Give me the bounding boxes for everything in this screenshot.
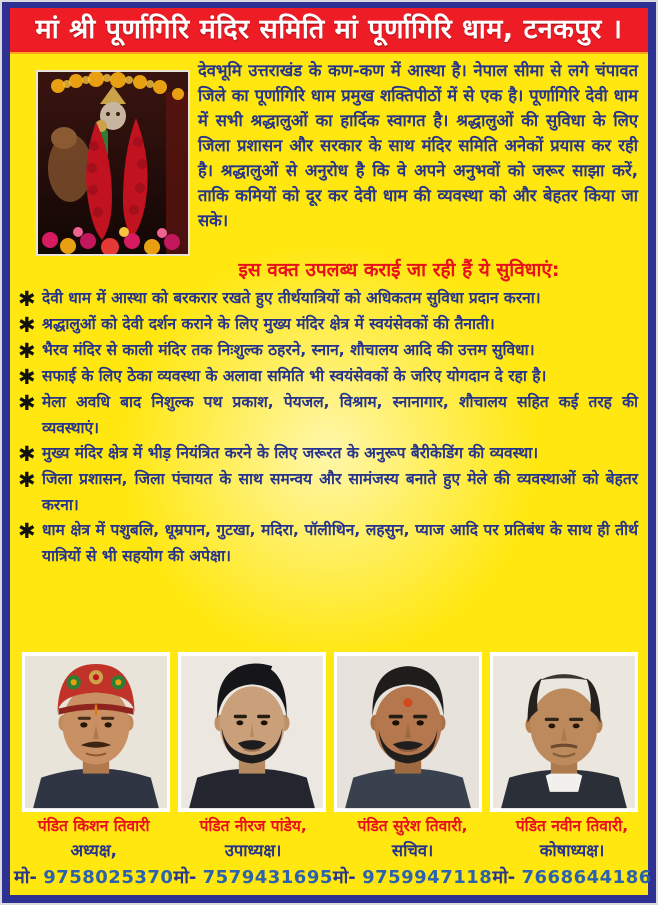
phone-number: 7668644186: [521, 867, 652, 888]
member-photo-president: [22, 652, 170, 812]
list-item-text: मुख्य मंदिर क्षेत्र में भीड़ नियंत्रित करने के लिए जरूरत के अनुरूप बैरीकेडिंग की व्यवस्था।: [42, 444, 539, 462]
asterisk-bullet-icon: ✱: [18, 313, 36, 337]
asterisk-bullet-icon: ✱: [18, 339, 36, 363]
list-item-text: सफाई के लिए ठेका व्यवस्था के अलावा समिति भी स्वयंसेवकों के जरिए योगदान दे रहा है।: [42, 367, 547, 385]
intro-paragraph: देवभूमि उत्तराखंड के कण-कण में आस्था है। नेपाल सीमा से लगे चंपावत जिले का पूर्णागिरि धाम प्रमुख शक्तिपीठों में से एक है। पूर्णागिरि देवी धाम में सभी श्रद्धालुओं का हार्दिक स्वागत है। श्रद्धालुओं की सुविधा के लिए जिला प्रशासन और सरकार के साथ मंदिर समिति अनेकों प्रयास कर रही है। श्रद्धालुओं से अनुरोध है कि वे अपने अनुभवों को जरूर साझा करें, ताकि कमियों को दूर कर देवी धाम की व्यवस्था को और बेहतर किया जा सके।: [198, 61, 638, 230]
poster-body: [10, 8, 652, 895]
member-caption: [492, 814, 651, 891]
list-item: [18, 390, 638, 441]
phone-label: मो-: [14, 867, 37, 888]
list-item-text: श्रद्धालुओं को देवी दर्शन कराने के लिए मुख्य मंदिर क्षेत्र में स्वयंसेवकों की तैनाती।: [42, 315, 495, 333]
member-phone: [173, 864, 332, 891]
member-photo-secretary: [334, 652, 482, 812]
member-photo-row: [10, 652, 648, 812]
list-item: [18, 467, 638, 518]
member-role: उपाध्यक्ष।: [224, 841, 282, 860]
list-item-text: देवी धाम में आस्था को बरकरार रखते हुए तीर्थयात्रियों को अधिकतम सुविधा प्रदान करना।: [42, 289, 541, 307]
member-name: पंडित किशन तिवारी: [37, 817, 150, 835]
asterisk-bullet-icon: ✱: [18, 468, 36, 492]
phone-label: मो-: [173, 867, 197, 888]
member-role: सचिव।: [391, 841, 434, 860]
deity-photo: [38, 72, 188, 254]
members-section: [10, 569, 652, 895]
member-caption: [14, 814, 173, 891]
member-name: पंडित नवीन तिवारी,: [515, 817, 629, 835]
asterisk-bullet-icon: ✱: [18, 391, 36, 415]
member-captions: [10, 812, 652, 891]
list-item: [18, 441, 638, 467]
poster-title: मां श्री पूर्णागिरि मंदिर समिति मां पूर्णागिरि धाम, टनकपुर ।: [10, 8, 648, 54]
deity-idol-illustration: [38, 72, 188, 254]
member-caption: [173, 814, 332, 891]
phone-number: 9759947118: [362, 867, 493, 888]
list-item: [18, 286, 638, 312]
member-role: कोषाध्यक्ष।: [539, 841, 605, 860]
member-role: अध्यक्ष,: [70, 841, 117, 860]
portrait-illustration: [25, 655, 167, 809]
list-item: [18, 338, 638, 364]
phone-label: मो-: [332, 867, 356, 888]
list-item-text: मेला अवधि बाद निशुल्क पथ प्रकाश, पेयजल, विश्राम, स्नानागार, शौचालय सहित कई तरह की व्यवस्थाएं।: [42, 393, 638, 437]
member-photo-treasurer: [490, 652, 638, 812]
member-phone: [333, 864, 492, 891]
phone-number: 9758025370: [43, 867, 174, 888]
portrait-illustration: [337, 655, 479, 809]
member-phone: [14, 864, 173, 891]
list-item: [18, 518, 638, 569]
phone-label: मो-: [492, 867, 516, 888]
list-item-text: धाम क्षेत्र में पशुबलि, धूम्रपान, गुटखा, मदिरा, पॉलीथिन, लहसुन, प्याज आदि पर प्रतिबंध के साथ ही तीर्थ यात्रियों से भी सहयोग की अपेक्षा।: [42, 521, 638, 565]
portrait-illustration: [493, 655, 635, 809]
facilities-list: [10, 286, 648, 569]
asterisk-bullet-icon: ✱: [18, 519, 36, 543]
portrait-illustration: [181, 655, 323, 809]
list-item: [18, 364, 638, 390]
intro-section: [10, 54, 648, 254]
asterisk-bullet-icon: ✱: [18, 442, 36, 466]
member-name: पंडित नीरज पांडेय,: [199, 817, 307, 835]
list-item: [18, 312, 638, 338]
member-photo-vicepresident: [178, 652, 326, 812]
member-name: पंडित सुरेश तिवारी,: [357, 817, 468, 835]
member-caption: [333, 814, 492, 891]
phone-number: 7579431695: [202, 867, 333, 888]
member-phone: [492, 864, 651, 891]
list-item-text: जिला प्रशासन, जिला पंचायत के साथ समन्वय और सामंजस्य बनाते हुए मेले की व्यवस्थाओं को बेहतर करना।: [42, 470, 638, 514]
asterisk-bullet-icon: ✱: [18, 287, 36, 311]
list-item-text: भैरव मंदिर से काली मंदिर तक निःशुल्क ठहरने, स्नान, शौचालय आदि की उत्तम सुविधा।: [42, 341, 535, 359]
facilities-heading: इस वक्त उपलब्ध कराई जा रही हैं ये सुविधाएं:: [238, 259, 560, 281]
asterisk-bullet-icon: ✱: [18, 365, 36, 389]
